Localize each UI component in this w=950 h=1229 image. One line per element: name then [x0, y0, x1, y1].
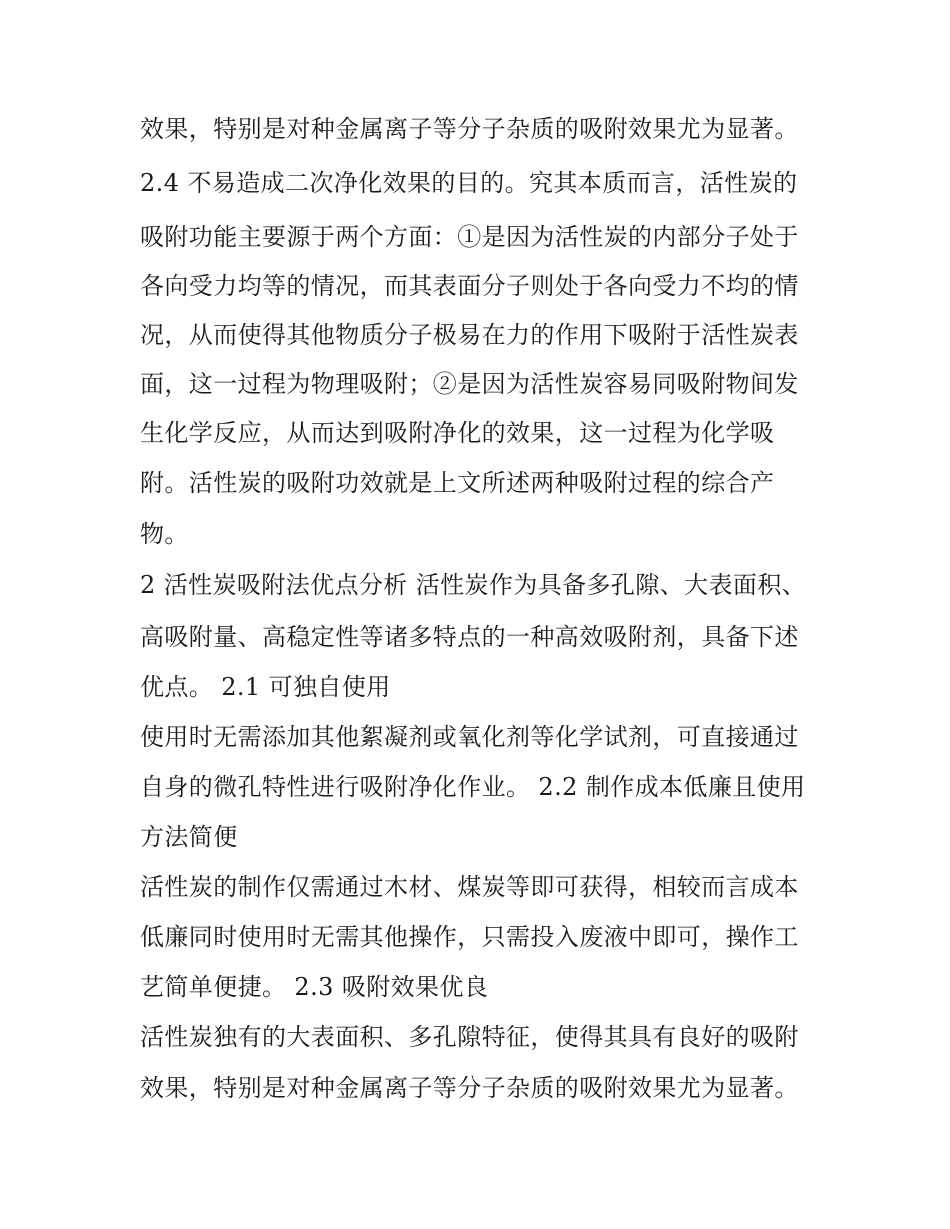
text-line: 艺简单便捷。 2.3 吸附效果优良 [140, 973, 489, 1001]
text-line: 活性炭独有的大表面积、多孔隙特征，使得其具有良好的吸附 [140, 1023, 799, 1051]
text-line: 方法简便 [140, 823, 238, 851]
text-line: 吸附功能主要源于两个方面：①是因为活性炭的内部分子处于 [140, 223, 799, 251]
text-line: 使用时无需添加其他絮凝剂或氧化剂等化学试剂，可直接通过 [140, 723, 799, 751]
text-line: 自身的微孔特性进行吸附净化作业。 2.2 制作成本低廉且使用 [140, 773, 806, 801]
text-line: 2.4 不易造成二次净化效果的目的。究其本质而言，活性炭的 [140, 169, 798, 197]
text-line: 生化学反应，从而达到吸附净化的效果，这一过程为化学吸 [140, 419, 775, 447]
text-line: 高吸附量、高稳定性等诸多特点的一种高效吸附剂，具备下述 [140, 623, 799, 651]
text-line: 各向受力均等的情况，而其表面分子则处于各向受力不均的情 [140, 272, 799, 300]
text-line: 2 活性炭吸附法优点分析 活性炭作为具备多孔隙、大表面积、 [140, 571, 807, 599]
text-line: 效果，特别是对种金属离子等分子杂质的吸附效果尤为显著。 [140, 1074, 799, 1102]
text-line: 附。活性炭的吸附功效就是上文所述两种吸附过程的综合产 [140, 469, 775, 497]
text-line: 优点。 2.1 可独自使用 [140, 673, 391, 701]
text-line: 面，这一过程为物理吸附；②是因为活性炭容易同吸附物间发 [140, 370, 799, 398]
text-line: 活性炭的制作仅需通过木材、煤炭等即可获得，相较而言成本 [140, 873, 799, 901]
text-line: 效果，特别是对种金属离子等分子杂质的吸附效果尤为显著。 [140, 115, 799, 143]
text-line: 况，从而使得其他物质分子极易在力的作用下吸附于活性炭表 [140, 321, 799, 349]
text-line: 低廉同时使用时无需其他操作，只需投入废液中即可，操作工 [140, 923, 799, 951]
text-line: 物。 [140, 520, 189, 548]
